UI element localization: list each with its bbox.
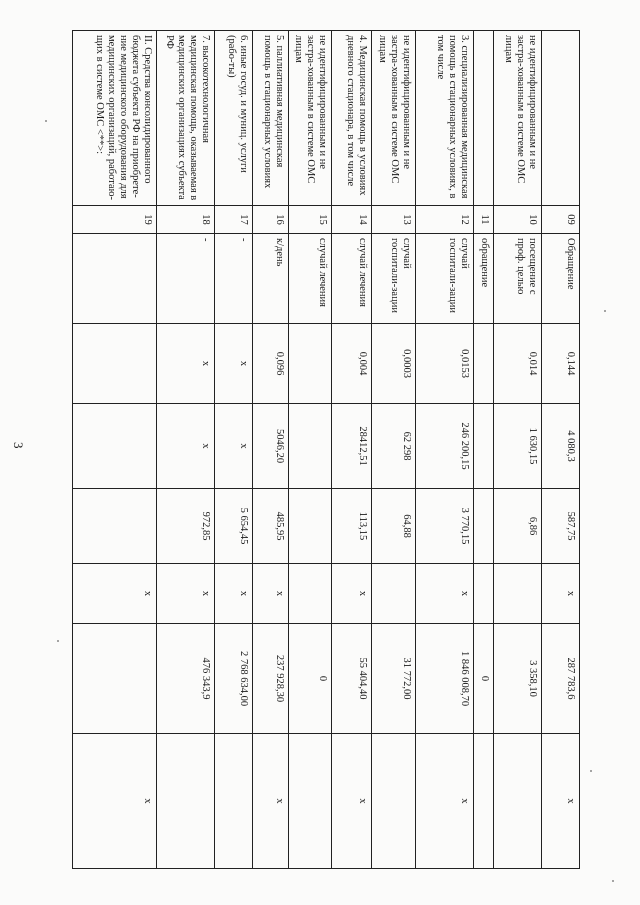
cell-omc-marker: x <box>416 564 474 624</box>
table-row <box>214 31 252 869</box>
cell-unit: - <box>214 234 252 324</box>
funding-table <box>72 30 580 869</box>
cell-per-capita: 64,88 <box>372 489 416 564</box>
cell-total-sum: 476 343,9 <box>156 624 214 734</box>
cell-cost-norm <box>72 404 156 489</box>
cell-row-number: 19 <box>72 206 156 234</box>
cell-volume-norm: 0,0003 <box>372 324 416 404</box>
cell-unit: случай лечения <box>288 234 331 324</box>
cell-volume-norm: 0,0153 <box>416 324 474 404</box>
cell-cost-norm: x <box>214 404 252 489</box>
table-row <box>372 31 416 869</box>
rotated-table <box>80 30 580 868</box>
cell-row-number: 11 <box>474 206 494 234</box>
cell-volume-norm <box>72 324 156 404</box>
cell-cost-norm <box>288 404 331 489</box>
cell-unit: случай госпитали-зации <box>372 234 416 324</box>
cell-per-capita: 3 770,15 <box>416 489 474 564</box>
cell-cost-norm <box>474 404 494 489</box>
cell-total-sum: 31 772,00 <box>372 624 416 734</box>
cell-row-number: 14 <box>332 206 372 234</box>
cell-per-capita <box>474 489 494 564</box>
cell-cost-norm: 1 630,15 <box>494 404 542 489</box>
cell-per-capita: 485,95 <box>252 489 288 564</box>
cell-total-sum <box>72 624 156 734</box>
cell-cost-norm: 246 200,15 <box>416 404 474 489</box>
cell-omc-marker <box>474 564 494 624</box>
cell-indicator-name: 4. Медицинская помощь в условиях дневного стационара, в том числе <box>332 31 372 206</box>
cell-cost-norm: 62 298 <box>372 404 416 489</box>
cell-cost-norm: 28412,51 <box>332 404 372 489</box>
cell-omc-sum: x <box>72 734 156 869</box>
cell-indicator-name: не идентифицированным и не застра-хованным в системе ОМС лицам <box>288 31 331 206</box>
scan-speck <box>45 120 47 122</box>
cell-indicator-name: не идентифицированным и не застра-хованным в системе ОМС лицам <box>372 31 416 206</box>
cell-row-number: 15 <box>288 206 331 234</box>
table-row <box>542 31 580 869</box>
cell-row-number: 13 <box>372 206 416 234</box>
cell-omc-sum <box>474 734 494 869</box>
cell-row-number: 09 <box>542 206 580 234</box>
table-row <box>156 31 214 869</box>
cell-omc-marker: x <box>332 564 372 624</box>
scan-speck <box>57 640 59 642</box>
cell-row-number: 10 <box>494 206 542 234</box>
table-row <box>72 31 156 869</box>
cell-total-sum: 237 928,30 <box>252 624 288 734</box>
table-row <box>474 31 494 869</box>
cell-per-capita: 587,75 <box>542 489 580 564</box>
cell-per-capita: 972,85 <box>156 489 214 564</box>
cell-volume-norm: 0,144 <box>542 324 580 404</box>
cell-per-capita: 6,86 <box>494 489 542 564</box>
table-row <box>252 31 288 869</box>
cell-per-capita: 113,15 <box>332 489 372 564</box>
cell-total-sum: 55 404,40 <box>332 624 372 734</box>
cell-volume-norm <box>474 324 494 404</box>
cell-unit: обращение <box>474 234 494 324</box>
cell-per-capita <box>288 489 331 564</box>
cell-total-sum: 1 846 008,70 <box>416 624 474 734</box>
cell-omc-sum: x <box>542 734 580 869</box>
cell-indicator-name <box>542 31 580 206</box>
cell-row-number: 12 <box>416 206 474 234</box>
cell-omc-sum <box>372 734 416 869</box>
cell-cost-norm: 4 080,3 <box>542 404 580 489</box>
table-row <box>332 31 372 869</box>
cell-unit: случай госпитали-зации <box>416 234 474 324</box>
cell-row-number: 16 <box>252 206 288 234</box>
cell-indicator-name: 3. специализированная медицинская помощь в стационарных условиях, в том числе <box>416 31 474 206</box>
cell-cost-norm: x <box>156 404 214 489</box>
cell-indicator-name: 7. высокотехнологичная медицинская помощь, оказываемая в медицинских организациях субъекта РФ <box>156 31 214 206</box>
cell-omc-sum <box>214 734 252 869</box>
cell-cost-norm: 5046,20 <box>252 404 288 489</box>
cell-unit: посещение с проф. целью <box>494 234 542 324</box>
scan-speck <box>612 880 614 882</box>
cell-total-sum: 0 <box>474 624 494 734</box>
cell-omc-sum: x <box>252 734 288 869</box>
cell-omc-marker: x <box>252 564 288 624</box>
scan-speck <box>590 770 592 772</box>
cell-unit: к/день <box>252 234 288 324</box>
page-number: 3 <box>11 442 26 449</box>
cell-omc-sum <box>156 734 214 869</box>
cell-total-sum: 2 768 634,00 <box>214 624 252 734</box>
cell-total-sum: 0 <box>288 624 331 734</box>
cell-indicator-name: не идентифицированным и не застра-хованным в системе ОМС лицам <box>494 31 542 206</box>
cell-row-number: 18 <box>156 206 214 234</box>
cell-omc-marker <box>494 564 542 624</box>
cell-omc-sum: x <box>332 734 372 869</box>
cell-omc-sum: x <box>416 734 474 869</box>
cell-volume-norm: 0,004 <box>332 324 372 404</box>
cell-indicator-name: 6. иные госуд. и муниц. услуги (рабо-ты) <box>214 31 252 206</box>
cell-indicator-name <box>474 31 494 206</box>
cell-unit: случай лечения <box>332 234 372 324</box>
cell-omc-marker <box>288 564 331 624</box>
cell-volume-norm <box>288 324 331 404</box>
cell-total-sum: 3 358,10 <box>494 624 542 734</box>
cell-volume-norm: 0,096 <box>252 324 288 404</box>
cell-omc-marker <box>372 564 416 624</box>
rotated-table-wrapper <box>80 30 580 870</box>
cell-indicator-name: 5. паллиативная медицинская помощь в стационарных условиях <box>252 31 288 206</box>
cell-omc-sum <box>288 734 331 869</box>
cell-total-sum: 287 783,6 <box>542 624 580 734</box>
cell-unit: Обращение <box>542 234 580 324</box>
cell-per-capita <box>72 489 156 564</box>
cell-unit: - <box>156 234 214 324</box>
cell-omc-sum <box>494 734 542 869</box>
cell-volume-norm: x <box>214 324 252 404</box>
cell-volume-norm: x <box>156 324 214 404</box>
cell-omc-marker: x <box>156 564 214 624</box>
cell-per-capita: 5 654,45 <box>214 489 252 564</box>
cell-unit <box>72 234 156 324</box>
cell-volume-norm: 0,014 <box>494 324 542 404</box>
scan-speck <box>604 310 606 312</box>
cell-omc-marker: x <box>214 564 252 624</box>
cell-omc-marker: x <box>542 564 580 624</box>
cell-indicator-name: II. Средства консолидированного бюджета субъекта РФ на приобрете-ние медицинского оборудования для медицинских организаций, работаю-щих в системе ОМС <**>: <box>72 31 156 206</box>
cell-omc-marker: x <box>72 564 156 624</box>
table-row <box>288 31 331 869</box>
cell-row-number: 17 <box>214 206 252 234</box>
table-row <box>494 31 542 869</box>
table-row <box>416 31 474 869</box>
